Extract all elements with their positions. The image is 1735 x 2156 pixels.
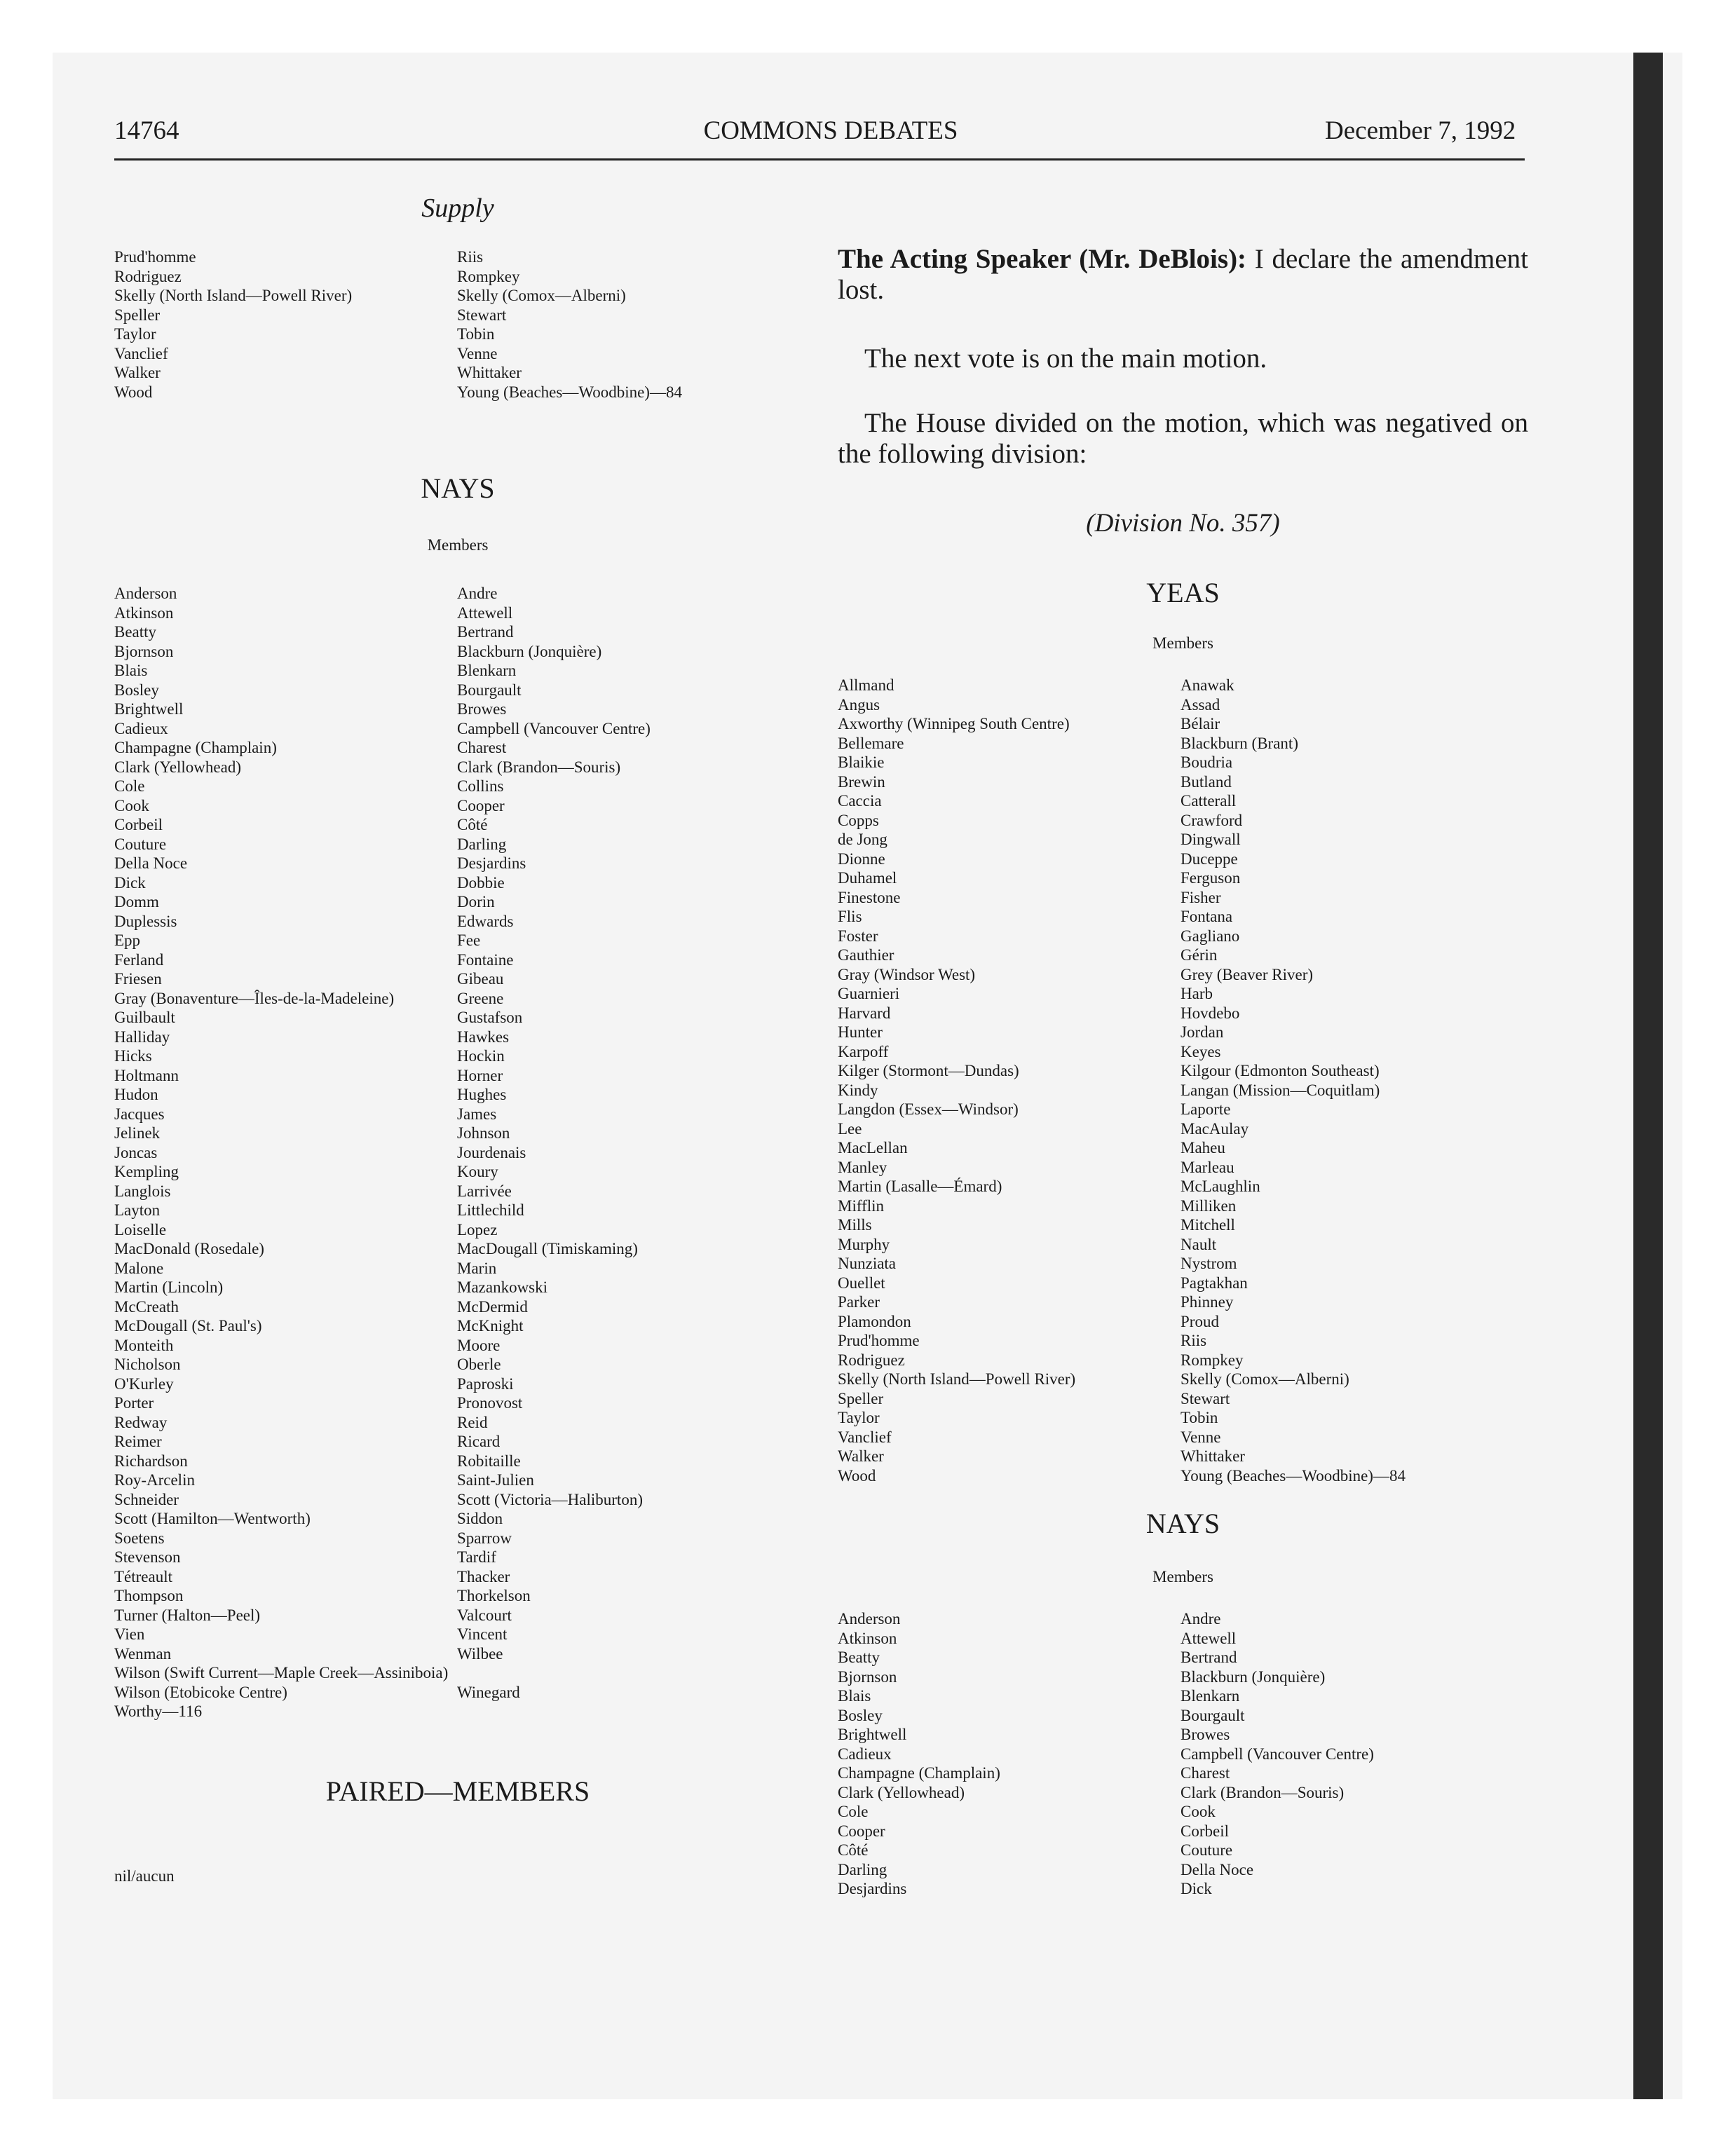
member-name: Andre <box>1181 1610 1221 1628</box>
member-name: Scott (Victoria—Haliburton) <box>457 1490 643 1508</box>
member-name: Côté <box>457 816 488 833</box>
member-name: Della Noce <box>1181 1860 1254 1878</box>
member-name: Vanclief <box>114 344 168 362</box>
member-name: MacDougall (Timiskaming) <box>457 1240 638 1257</box>
member-name: Couture <box>1181 1841 1233 1859</box>
member-name: Whittaker <box>1181 1447 1245 1465</box>
member-name: Littlechild <box>457 1201 524 1219</box>
member-name: Flis <box>838 908 862 925</box>
publication-title: COMMONS DEBATES <box>703 116 958 145</box>
member-name: Nault <box>1181 1235 1217 1253</box>
member-name: Grey (Beaver River) <box>1181 965 1314 983</box>
member-name: Rodriguez <box>838 1351 905 1369</box>
member-name: Ferland <box>114 950 164 969</box>
member-name: Guilbault <box>114 1009 175 1026</box>
member-name: Stewart <box>1181 1389 1230 1407</box>
yeas-members-label: Members <box>1152 634 1213 652</box>
member-name: Wood <box>838 1466 876 1485</box>
member-name: Siddon <box>457 1510 503 1527</box>
member-name: Gibeau <box>457 970 504 988</box>
left-members-label: Members <box>427 536 489 554</box>
member-name: Clark (Yellowhead) <box>114 758 241 776</box>
member-name: Greene <box>457 989 504 1007</box>
member-name: Jacques <box>114 1105 165 1123</box>
member-name: Fontaine <box>457 950 514 969</box>
member-name: McDermid <box>457 1297 528 1316</box>
member-name: McDougall (St. Paul's) <box>114 1317 262 1335</box>
member-name: Marin <box>457 1259 497 1277</box>
member-name: Stevenson <box>114 1548 181 1566</box>
member-name: Maheu <box>1181 1139 1225 1157</box>
member-name: Halliday <box>114 1028 170 1046</box>
member-name: MacDonald (Rosedale) <box>114 1240 264 1257</box>
member-name: Schneider <box>114 1490 179 1508</box>
member-name: Wilson (Etobicoke Centre) <box>114 1683 287 1701</box>
division-number: (Division No. 357) <box>1086 509 1280 538</box>
member-name: Thorkelson <box>457 1587 531 1604</box>
member-name: Duplessis <box>114 912 177 930</box>
member-name: Pronovost <box>457 1394 523 1412</box>
member-name: Anderson <box>114 585 177 602</box>
member-name: Andre <box>457 585 498 602</box>
member-name: Jelinek <box>114 1124 161 1142</box>
left-nays-heading: NAYS <box>421 472 495 504</box>
yeas-heading: YEAS <box>1146 577 1220 608</box>
member-name: Prud'homme <box>114 248 196 266</box>
member-name: Tobin <box>1181 1409 1218 1426</box>
member-name: Edwards <box>457 912 514 930</box>
yeas-col1 <box>838 676 1075 1485</box>
member-name: Darling <box>457 835 507 853</box>
member-name: Dingwall <box>1181 831 1241 848</box>
member-name: Atkinson <box>838 1629 897 1647</box>
member-name: Pagtakhan <box>1181 1274 1248 1292</box>
member-name: Kilgour (Edmonton Southeast) <box>1181 1062 1380 1079</box>
member-name: Sparrow <box>457 1529 512 1547</box>
member-name: Mitchell <box>1181 1216 1235 1234</box>
member-name: Tétreault <box>114 1567 173 1585</box>
member-name: Parker <box>838 1293 880 1311</box>
member-name: Bélair <box>1181 715 1220 732</box>
member-name: Mills <box>838 1216 872 1234</box>
member-name: Scott (Hamilton—Wentworth) <box>114 1510 311 1527</box>
member-name: Dobbie <box>457 873 505 892</box>
header-rule <box>114 158 1525 161</box>
member-name: Langan (Mission—Coquitlam) <box>1181 1081 1380 1099</box>
right-nays-heading: NAYS <box>1145 1508 1220 1539</box>
member-name: Langdon (Essex—Windsor) <box>838 1100 1019 1118</box>
member-name: Skelly (North Island—Powell River) <box>838 1370 1076 1388</box>
member-name: Lee <box>838 1119 862 1138</box>
member-name: Wilson (Swift Current—Maple Creek—Assiniboia) <box>114 1664 449 1681</box>
member-name: Epp <box>114 932 141 949</box>
member-name: Blackburn (Jonquière) <box>1181 1667 1326 1686</box>
member-name: MacLellan <box>838 1139 908 1157</box>
member-name: Stewart <box>457 306 507 324</box>
member-name: Couture <box>114 835 167 853</box>
member-name: Moore <box>457 1336 501 1354</box>
member-name: Paproski <box>457 1374 514 1393</box>
member-name: Fee <box>457 932 481 949</box>
member-name: Campbell (Vancouver Centre) <box>1181 1745 1374 1763</box>
member-name: Skelly (Comox—Alberni) <box>457 287 626 304</box>
member-name: McLaughlin <box>1181 1178 1260 1195</box>
next-vote-paragraph: The next vote is on the main motion. <box>864 343 1267 374</box>
member-name: Gérin <box>1181 946 1218 964</box>
member-name: Bjornson <box>838 1667 897 1686</box>
member-name: Blackburn (Jonquière) <box>457 642 602 660</box>
member-name: Hockin <box>457 1047 505 1065</box>
member-name: Langlois <box>114 1182 171 1200</box>
member-name: O'Kurley <box>114 1374 174 1393</box>
member-name: Bellemare <box>838 734 904 752</box>
member-name: Beatty <box>838 1649 880 1666</box>
member-name: Wenman <box>114 1644 172 1663</box>
member-name: Venne <box>1181 1428 1221 1446</box>
member-name: Crawford <box>1181 811 1243 829</box>
member-name: Richardson <box>114 1452 188 1470</box>
right-nays-col1 <box>838 1609 1000 1899</box>
publication-date: December 7, 1992 <box>1325 116 1516 145</box>
member-name: Angus <box>838 695 880 714</box>
member-name: Anawak <box>1181 676 1234 694</box>
member-name: Corbeil <box>1181 1822 1229 1840</box>
member-name: Roy-Arcelin <box>114 1471 195 1489</box>
member-name: Cole <box>838 1803 869 1820</box>
member-name: Finestone <box>838 888 901 906</box>
member-name: Hughes <box>457 1086 507 1103</box>
member-name: Rompkey <box>1181 1351 1244 1369</box>
member-name: Fontana <box>1181 908 1233 925</box>
member-name: Gray (Bonaventure—Îles-de-la-Madeleine) <box>114 989 395 1007</box>
member-name: Cole <box>114 777 145 795</box>
member-name: Blenkarn <box>457 662 517 679</box>
member-name: Phinney <box>1181 1293 1234 1311</box>
member-name: Worthy—116 <box>114 1703 203 1720</box>
right-nays-members-label: Members <box>1152 1568 1213 1585</box>
member-name: Wilbee <box>457 1644 503 1663</box>
member-name: Johnson <box>457 1124 510 1142</box>
member-name: Vien <box>114 1625 145 1643</box>
member-name: Bertrand <box>457 623 514 641</box>
member-name: Darling <box>838 1860 887 1878</box>
member-name: Vincent <box>457 1625 508 1643</box>
member-name: Rompkey <box>457 267 520 285</box>
member-name: Caccia <box>838 792 882 810</box>
member-name: Saint-Julien <box>457 1471 534 1489</box>
member-name: Speller <box>114 306 161 324</box>
member-name: Charest <box>457 739 507 756</box>
member-name: Hicks <box>114 1047 152 1065</box>
member-name: Duhamel <box>838 869 897 887</box>
member-name: Gagliano <box>1181 927 1240 945</box>
member-name: Young (Beaches—Woodbine)—84 <box>457 383 682 401</box>
member-name: Blackburn (Brant) <box>1181 734 1298 752</box>
member-name: Dorin <box>457 893 495 910</box>
member-name: Hunter <box>838 1023 883 1041</box>
member-name: Kempling <box>114 1163 179 1180</box>
member-name: Blenkarn <box>1181 1687 1240 1705</box>
member-name <box>457 1663 651 1683</box>
scan-edge-shadow <box>1633 53 1663 2099</box>
page-number: 14764 <box>114 116 179 145</box>
member-name: Mazankowski <box>457 1278 548 1296</box>
member-name: Taylor <box>114 325 156 343</box>
member-name: Hawkes <box>457 1028 510 1046</box>
member-name: Beatty <box>114 623 157 641</box>
section-title: Supply <box>421 193 494 223</box>
member-name: Foster <box>838 927 878 945</box>
member-name: Cadieux <box>114 719 168 737</box>
member-name: Speller <box>838 1389 884 1407</box>
member-name: Thacker <box>457 1567 510 1585</box>
member-name: Friesen <box>114 970 162 988</box>
member-name: Laporte <box>1181 1100 1231 1118</box>
member-name: Clark (Brandon—Souris) <box>457 758 621 776</box>
member-name: Dionne <box>838 850 885 868</box>
member-name: Jordan <box>1181 1023 1224 1041</box>
member-name: Copps <box>838 811 879 829</box>
member-name: Ferguson <box>1181 869 1241 887</box>
member-name: Tobin <box>457 325 495 343</box>
member-name: Proud <box>1181 1312 1219 1330</box>
member-name: Harb <box>1181 985 1213 1002</box>
member-name: Dick <box>114 873 146 892</box>
member-name: Nicholson <box>114 1356 181 1373</box>
member-name: Milliken <box>1181 1196 1237 1215</box>
member-name: Della Noce <box>114 854 188 872</box>
member-name: Bosley <box>114 681 159 699</box>
member-name: Porter <box>114 1394 154 1412</box>
member-name: McCreath <box>114 1297 179 1316</box>
member-name: Wood <box>114 383 153 401</box>
member-name: Champagne (Champlain) <box>838 1764 1000 1782</box>
member-name: Manley <box>838 1158 887 1176</box>
left-nays-col2 <box>457 584 651 1702</box>
member-name: Riis <box>1181 1332 1207 1349</box>
left-top-col2 <box>457 247 682 402</box>
member-name: Bosley <box>838 1706 883 1724</box>
member-name: Anderson <box>838 1610 901 1628</box>
member-name: Bjornson <box>114 642 174 660</box>
member-name: Gray (Windsor West) <box>838 965 976 983</box>
paired-members-value: nil/aucun <box>114 1867 175 1885</box>
member-name: Oberle <box>457 1356 501 1373</box>
member-name: Kindy <box>838 1081 878 1099</box>
member-name: Browes <box>1181 1726 1230 1743</box>
member-name: Blaikie <box>838 753 885 771</box>
member-name: Attewell <box>1181 1629 1237 1647</box>
member-name: Hudon <box>114 1086 158 1103</box>
member-name: Thompson <box>114 1587 184 1604</box>
member-name: Whittaker <box>457 364 522 381</box>
member-name: Domm <box>114 893 159 910</box>
member-name: Horner <box>457 1066 503 1084</box>
member-name: Marleau <box>1181 1158 1234 1176</box>
member-name: Bourgault <box>1181 1706 1245 1724</box>
member-name: James <box>457 1105 497 1123</box>
member-name: Tardif <box>457 1548 496 1566</box>
member-name: Valcourt <box>457 1606 512 1624</box>
member-name: Monteith <box>114 1336 174 1354</box>
member-name: Venne <box>457 344 498 362</box>
member-name: Harvard <box>838 1004 891 1022</box>
member-name: Jourdenais <box>457 1143 526 1161</box>
division-paragraph: The House divided on the motion, which was negatived on the following division: <box>838 408 1528 469</box>
yeas-col2 <box>1181 676 1406 1485</box>
member-name: Clark (Brandon—Souris) <box>1181 1783 1345 1801</box>
member-name: Blais <box>114 662 148 679</box>
member-name: Duceppe <box>1181 850 1238 868</box>
member-name: Cook <box>1181 1803 1216 1820</box>
member-name: Browes <box>457 700 507 718</box>
member-name: Clark (Yellowhead) <box>838 1783 965 1801</box>
member-name: Charest <box>1181 1764 1230 1782</box>
member-name: Holtmann <box>114 1066 179 1084</box>
member-name: Desjardins <box>838 1880 907 1897</box>
member-name: Redway <box>114 1413 168 1431</box>
member-name: Gauthier <box>838 946 894 964</box>
member-name: Reid <box>457 1413 488 1431</box>
member-name: McKnight <box>457 1317 524 1335</box>
right-nays-col2 <box>1181 1609 1374 1899</box>
member-name: Boudria <box>1181 753 1233 771</box>
member-name: Mifflin <box>838 1196 885 1215</box>
member-name: Côté <box>838 1841 869 1859</box>
member-name: Riis <box>457 248 484 266</box>
member-name: Walker <box>838 1447 884 1465</box>
member-name: Karpoff <box>838 1042 889 1060</box>
member-name: Martin (Lasalle—Émard) <box>838 1178 1002 1195</box>
member-name: Ricard <box>457 1433 501 1450</box>
left-top-col1 <box>114 247 352 402</box>
member-name: Hovdebo <box>1181 1004 1240 1022</box>
member-name: Brewin <box>838 772 885 791</box>
paired-members-heading: PAIRED—MEMBERS <box>325 1775 590 1807</box>
member-name: Winegard <box>457 1683 520 1701</box>
member-name: Robitaille <box>457 1452 521 1470</box>
member-name: Lopez <box>457 1220 498 1239</box>
member-name: Brightwell <box>838 1726 907 1743</box>
member-name: Larrivée <box>457 1182 512 1200</box>
member-name: Corbeil <box>114 816 163 833</box>
member-name: Atkinson <box>114 603 174 622</box>
member-name: Cadieux <box>838 1745 892 1763</box>
member-name: Desjardins <box>457 854 526 872</box>
member-name: Joncas <box>114 1143 158 1161</box>
member-name: Young (Beaches—Woodbine)—84 <box>1181 1466 1406 1485</box>
member-name: Axworthy (Winnipeg South Centre) <box>838 715 1070 732</box>
member-name: Vanclief <box>838 1428 892 1446</box>
speaker-paragraph <box>838 244 1528 306</box>
member-name: Plamondon <box>838 1312 911 1330</box>
member-name: Martin (Lincoln) <box>114 1278 224 1296</box>
member-name: Malone <box>114 1259 164 1277</box>
member-name: Bertrand <box>1181 1649 1237 1666</box>
member-name: Nystrom <box>1181 1255 1237 1272</box>
member-name: Cooper <box>838 1822 885 1840</box>
member-name: Turner (Halton—Peel) <box>114 1606 261 1624</box>
member-name: Layton <box>114 1201 161 1219</box>
member-name: Skelly (Comox—Alberni) <box>1181 1370 1349 1388</box>
member-name: Murphy <box>838 1235 890 1253</box>
member-name: Taylor <box>838 1409 880 1426</box>
member-name: Walker <box>114 364 161 381</box>
member-name: Ouellet <box>838 1274 885 1292</box>
member-name: Collins <box>457 777 504 795</box>
member-name: Blais <box>838 1687 871 1705</box>
member-name: Gustafson <box>457 1009 523 1026</box>
member-name: Fisher <box>1181 888 1221 906</box>
member-name: Campbell (Vancouver Centre) <box>457 719 651 737</box>
member-name: Nunziata <box>838 1255 897 1272</box>
member-name: Koury <box>457 1163 498 1180</box>
member-name: Guarnieri <box>838 985 900 1002</box>
member-name: Bourgault <box>457 681 522 699</box>
member-name: Dick <box>1181 1880 1212 1897</box>
member-name: Brightwell <box>114 700 184 718</box>
left-nays-col1 <box>114 584 448 1721</box>
member-name: Champagne (Champlain) <box>114 739 277 756</box>
member-name: Keyes <box>1181 1042 1221 1060</box>
member-name: Loiselle <box>114 1220 167 1239</box>
member-name: Soetens <box>114 1529 165 1547</box>
member-name: Attewell <box>457 603 513 622</box>
member-name: Allmand <box>838 676 894 694</box>
member-name: de Jong <box>838 831 887 848</box>
member-name: Prud'homme <box>838 1332 920 1349</box>
speaker-name: The Acting Speaker (Mr. DeBlois): <box>838 244 1247 274</box>
member-name: Reimer <box>114 1433 162 1450</box>
member-name: Kilger (Stormont—Dundas) <box>838 1062 1019 1079</box>
member-name: Butland <box>1181 772 1232 791</box>
member-name: Catterall <box>1181 792 1237 810</box>
member-name: Assad <box>1181 695 1220 714</box>
speaker-statement: I declare the amendment lost. <box>838 244 1528 305</box>
member-name: MacAulay <box>1181 1119 1249 1138</box>
member-name: Skelly (North Island—Powell River) <box>114 287 353 304</box>
member-name: Rodriguez <box>114 267 182 285</box>
member-name: Cook <box>114 796 149 814</box>
member-name: Cooper <box>457 796 505 814</box>
